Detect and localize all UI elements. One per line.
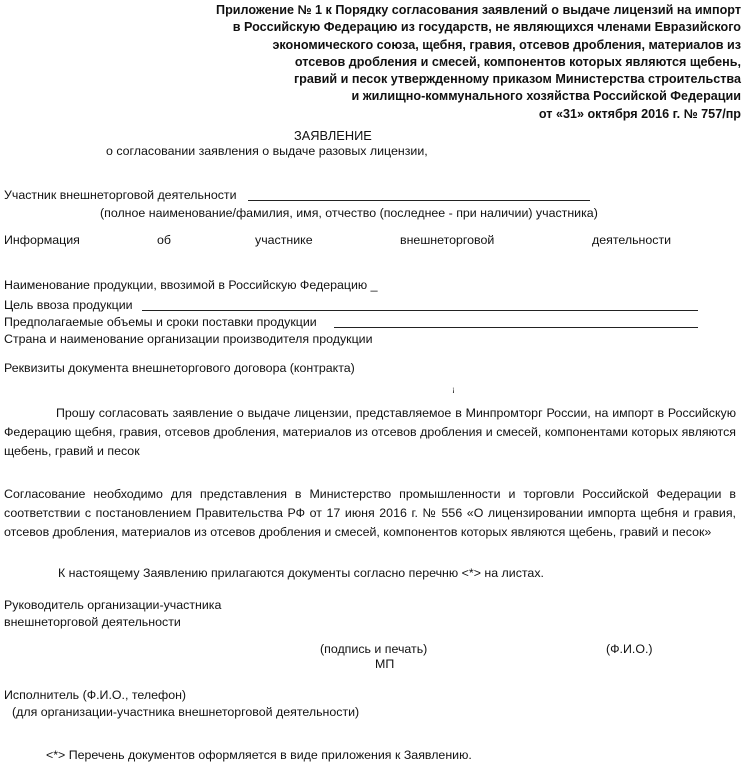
footnote: <*> Перечень документов оформляется в виде приложения к Заявлению. [46, 748, 472, 762]
header-line: от «31» октября 2016 г. № 757/пр [538, 106, 741, 121]
stamp-label: МП [375, 657, 395, 671]
head-label-line2: внешнеторговой деятельности [4, 615, 181, 629]
info-word: участнике [255, 233, 313, 247]
country-label: Страна и наименование организации производителя продукции [4, 332, 373, 346]
participant-label: Участник внешнеторговой деятельности [4, 188, 237, 202]
approval-paragraph [4, 485, 736, 542]
scan-speck: ꜟ [452, 387, 455, 398]
import-purpose-fill-line[interactable] [142, 310, 698, 311]
info-word: внешнеторговой [400, 233, 495, 247]
request-paragraph-text: Прошу согласовать заявление о выдаче лицензии, представляемое в Минпромторг России, на импорт в Российскую Федерацию щебня, гравия, отсевов дробления, материалов из отсевов дробления и смесей, компонентами которых являются щебень, гравий и песок [4, 406, 736, 458]
attachments-note: К настоящему Заявлению прилагаются документы согласно перечню <*> на листах. [58, 566, 544, 580]
participant-fill-line[interactable] [248, 200, 590, 201]
request-paragraph [4, 404, 736, 461]
info-word: деятельности [592, 233, 672, 247]
header-line: в Российскую Федерацию из государств, не являющихся членами Евразийского [232, 20, 741, 35]
import-purpose-label: Цель ввоза продукции [4, 298, 133, 312]
document-subtitle: о согласовании заявления о выдаче разовых лицензии, [106, 144, 428, 158]
contract-label: Реквизиты документа внешнеторгового договора (контракта) [4, 361, 355, 375]
volumes-label: Предполагаемые объемы и сроки поставки продукции [4, 315, 317, 329]
document-header [181, 2, 741, 123]
document-title: ЗАЯВЛЕНИЕ [294, 128, 372, 143]
header-line: гравий и песок утвержденному приказом Министерства строительства [293, 72, 741, 87]
header-line: Приложение № 1 к Порядку согласования заявлений о выдаче лицензий на импорт [216, 3, 741, 17]
executor-label: Исполнитель (Ф.И.О., телефон) [4, 688, 187, 702]
info-word: Информация [4, 233, 80, 247]
header-line: и жилищно-коммунального хозяйства Российской Федерации [351, 89, 741, 104]
info-word: об [157, 233, 171, 247]
product-name-label: Наименование продукции, ввозимой в Российскую Федерацию _ [4, 278, 378, 292]
executor-hint: (для организации-участника внешнеторговой деятельности) [12, 705, 360, 719]
header-line: отсевов дробления и смесей, компонентов которых являются щебень, [294, 54, 741, 69]
volumes-fill-line[interactable] [334, 327, 698, 328]
participant-hint: (полное наименование/фамилия, имя, отчество (последнее - при наличии) участника) [100, 206, 598, 220]
head-label-line1: Руководитель организации-участника [4, 598, 222, 612]
header-line: экономического союза, щебня, гравия, отсевов дробления, материалов из [272, 37, 741, 52]
approval-paragraph-text: Согласование необходимо для представления в Министерство промышленности и торговли Российской Федерации в соответствии с постановлением Правительства РФ от 17 июня 2016 г. № 556 «О лицензировании импорта щебня и гравия, отсевов дробления, материалов из отсевов дробления и смесей, компонентов которых являются щебень, гравий и песок» [4, 487, 736, 539]
signature-label: (подпись и печать) [320, 642, 428, 656]
fio-label: (Ф.И.О.) [606, 642, 653, 656]
